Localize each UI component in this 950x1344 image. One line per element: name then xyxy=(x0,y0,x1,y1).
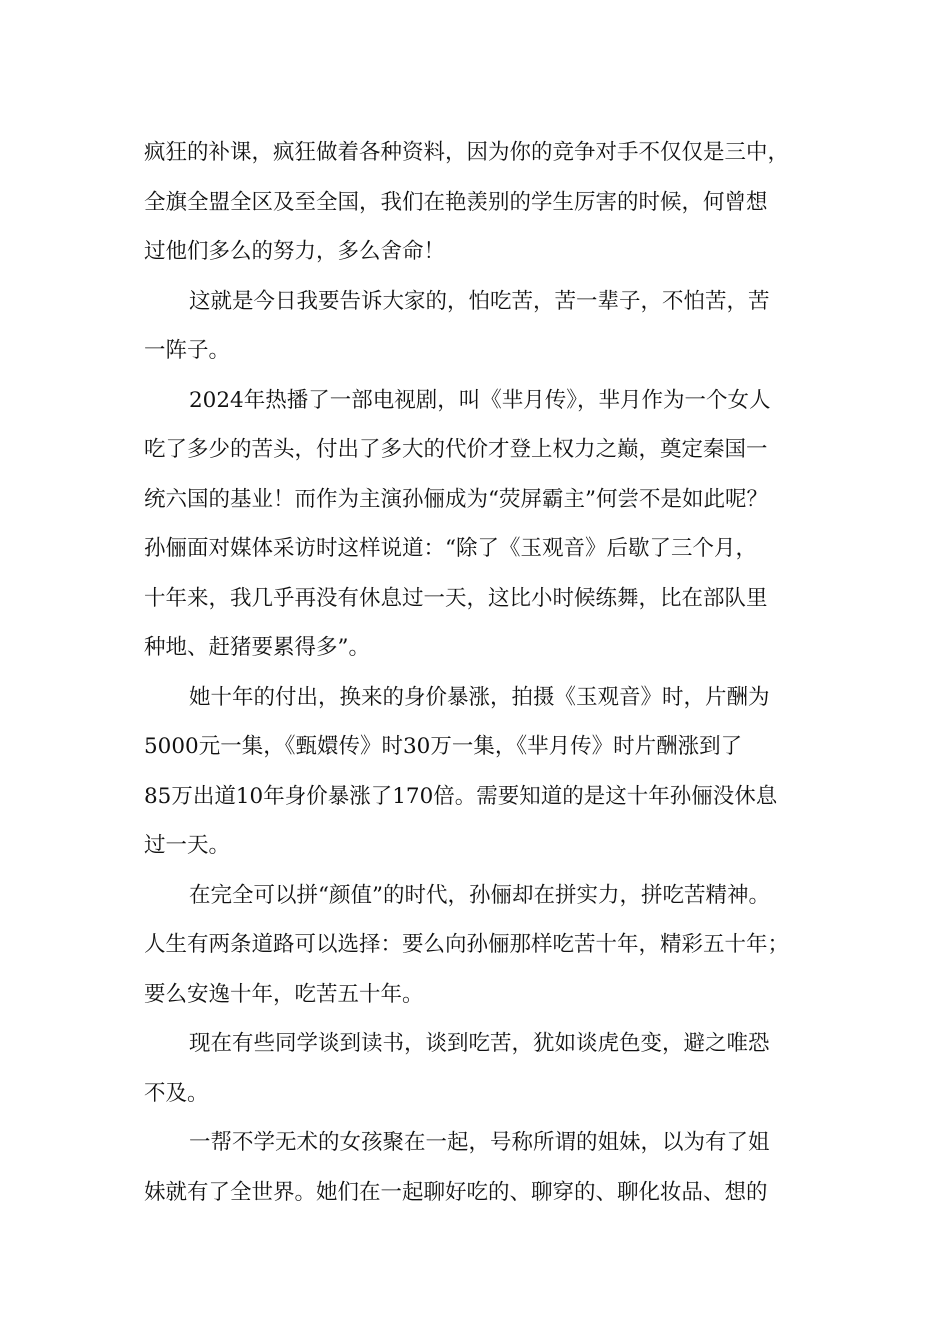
text-line: 种地、赶猪要累得多”。 xyxy=(144,635,370,660)
paragraph xyxy=(144,871,824,1020)
text-line: 妹就有了全世界。她们在一起聊好吃的、聊穿的、聊化妆品、想的 xyxy=(144,1179,768,1205)
text-line: 人生有两条道路可以选择：要么向孙俪那样吃苦十年，精彩五十年； xyxy=(144,932,790,957)
text-line: 这就是今日我要告诉大家的，怕吃苦，苦一辈子，不怕苦，苦 xyxy=(189,288,770,314)
paragraph xyxy=(144,128,824,277)
text-line: 2024年热播了一部电视剧，叫《芈月传》，芈月作为一个女人 xyxy=(189,387,771,413)
text-line: 她十年的付出，换来的身价暴涨，拍摄《玉观音》时，片酬为 xyxy=(189,684,770,710)
text-line: 现在有些同学谈到读书，谈到吃苦，犹如谈虎色变，避之唯恐 xyxy=(189,1031,770,1056)
text-line: 孙俪面对媒体采访时这样说道：“除了《玉观音》后歇了三个月， xyxy=(144,536,757,561)
text-line: 全旗全盟全区及至全国，我们在艳羡别的学生厉害的时候，何曾想 xyxy=(144,189,768,215)
text-line: 一阵子。 xyxy=(144,338,231,363)
text-line: 5000元一集，《甄嬛传》时30万一集，《芈月传》时片酬涨到了 xyxy=(144,734,743,759)
text-line: 吃了多少的苦头，付出了多大的代价才登上权力之巅，奠定秦国一 xyxy=(144,437,768,462)
paragraph xyxy=(144,673,824,871)
text-line: 不及。 xyxy=(144,1080,209,1106)
text-line: 要么安逸十年，吃苦五十年。 xyxy=(144,981,424,1007)
text-line: 疯狂的补课，疯狂做着各种资料，因为你的竞争对手不仅仅是三中， xyxy=(144,140,790,165)
paragraph xyxy=(144,277,824,376)
paragraph xyxy=(144,1118,824,1217)
text-line: 过他们多么的努力，多么舍命！ xyxy=(144,239,446,264)
text-line: 在完全可以拼“颜值”的时代，孙俪却在拼实力，拼吃苦精神。 xyxy=(189,882,770,908)
body-text xyxy=(144,128,824,1217)
paragraph xyxy=(144,1019,824,1118)
text-line: 一帮不学无术的女孩聚在一起，号称所谓的姐妹，以为有了姐 xyxy=(189,1130,770,1155)
text-line: 统六国的基业！而作为主演孙俪成为“荧屏霸主”何尝不是如此呢？ xyxy=(144,486,768,512)
text-line: 85万出道10年身价暴涨了170倍。需要知道的是这十年孙俪没休息 xyxy=(144,783,778,809)
paragraph xyxy=(144,376,824,673)
text-line: 十年来，我几乎再没有休息过一天，这比小时候练舞，比在部队里 xyxy=(144,585,768,611)
text-line: 过一天。 xyxy=(144,833,231,858)
